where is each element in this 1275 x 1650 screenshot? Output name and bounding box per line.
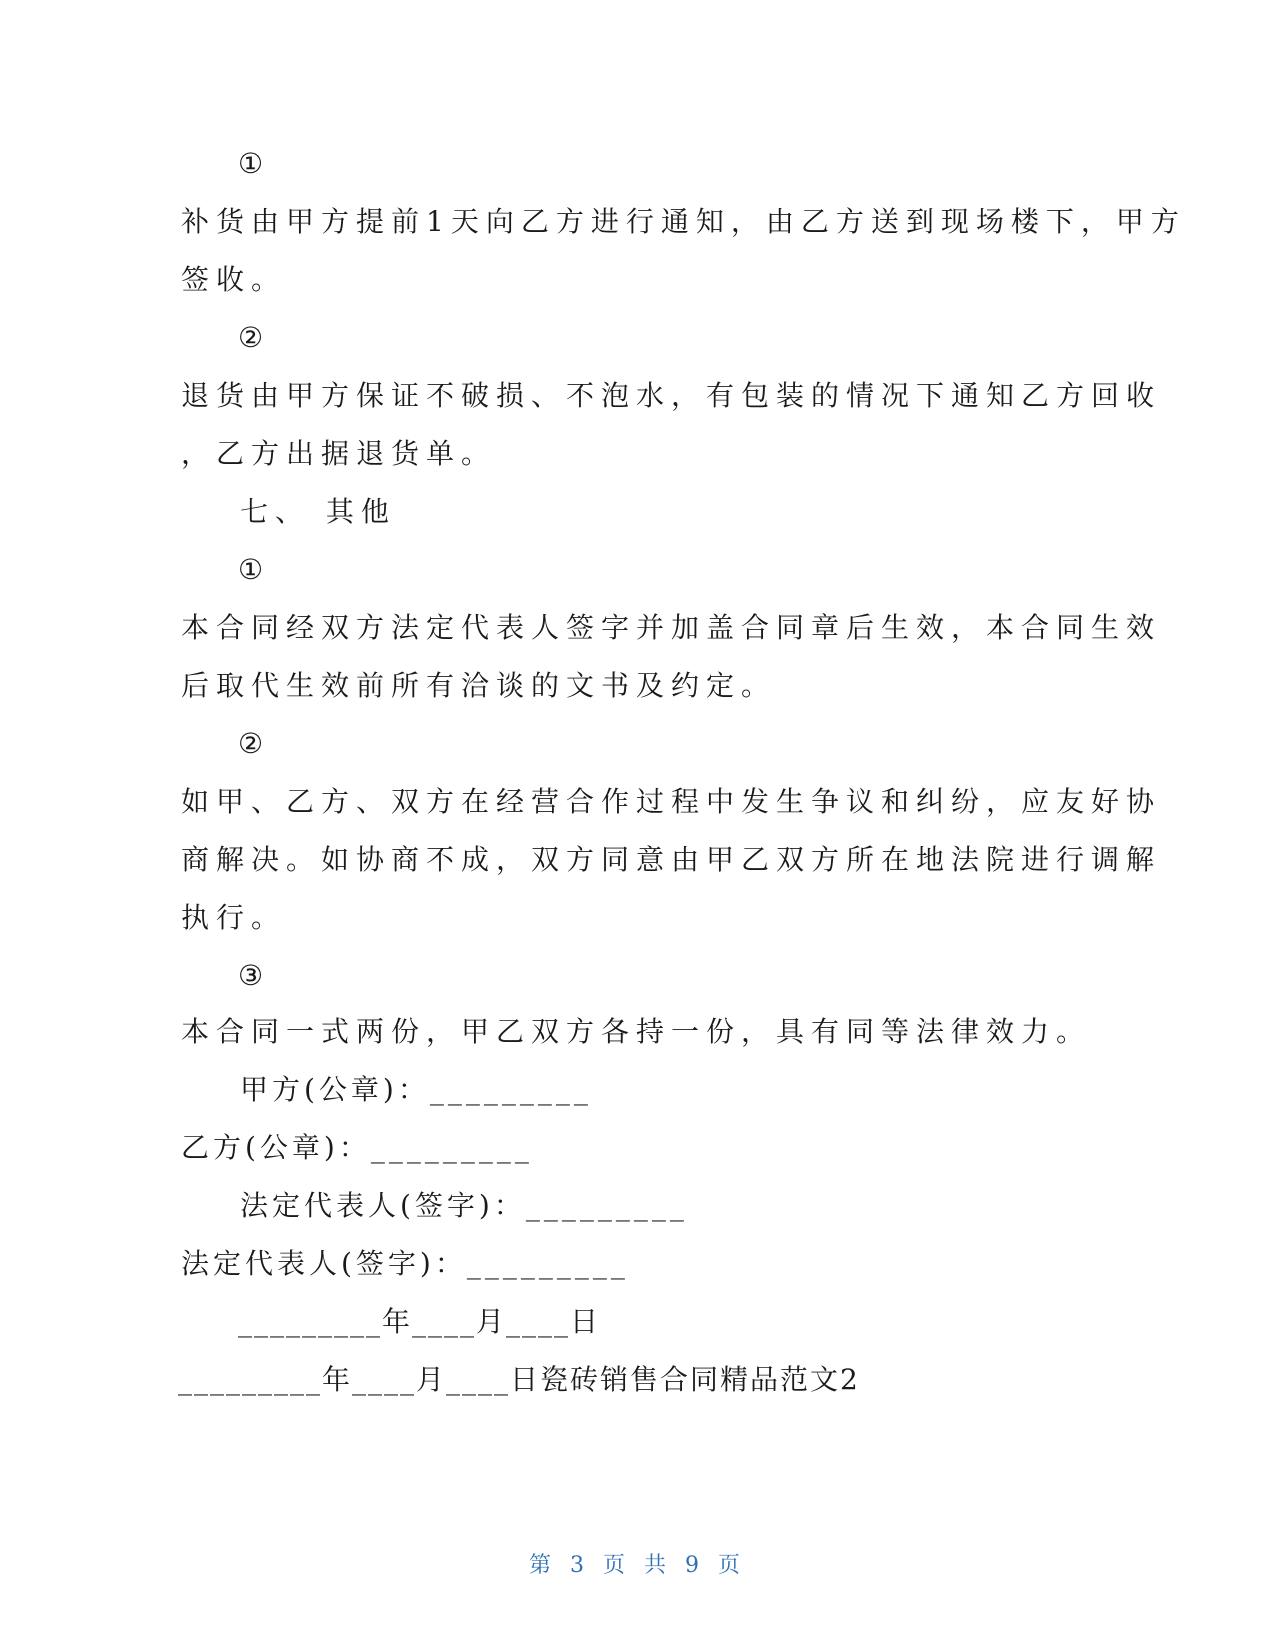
- paragraph-line: ，乙方出据退货单。: [181, 437, 497, 470]
- item-marker: ③: [238, 959, 264, 992]
- party-a-seal-line: 甲方(公章)：_________: [240, 1073, 592, 1106]
- party-a-representative-line: 法定代表人(签字)：_________: [240, 1189, 688, 1222]
- paragraph-line: 本合同经双方法定代表人签字并加盖合同章后生效，本合同生效: [181, 611, 1162, 644]
- paragraph-line: 退货由甲方保证不破损、不泡水，有包装的情况下通知乙方回收: [181, 379, 1162, 412]
- paragraph-line: 补货由甲方提前1天向乙方进行通知，由乙方送到现场楼下，甲方: [181, 205, 1186, 238]
- item-marker: ②: [238, 727, 264, 760]
- paragraph-line: 本合同一式两份，甲乙双方各持一份，具有同等法律效力。: [181, 1015, 1092, 1048]
- party-b-representative-line: 法定代表人(签字)：_________: [181, 1247, 629, 1280]
- paragraph-line: 执行。: [181, 901, 287, 934]
- paragraph-line: 后取代生效前所有洽谈的文书及约定。: [181, 669, 777, 702]
- page-number-footer: 第 3 页 共 9 页: [529, 1553, 746, 1578]
- date-line: _________年____月____日瓷砖销售合同精品范文2: [178, 1363, 860, 1396]
- item-marker: ①: [238, 553, 264, 586]
- party-b-seal-line: 乙方(公章)：_________: [181, 1131, 533, 1164]
- paragraph-line: 商解决。如协商不成，双方同意由甲乙双方所在地法院进行调解: [181, 843, 1162, 876]
- paragraph-line: 签收。: [181, 263, 287, 296]
- paragraph-line: 如甲、乙方、双方在经营合作过程中发生争议和纠纷，应友好协: [181, 785, 1162, 818]
- section-heading: 七、 其他: [240, 495, 396, 528]
- date-line: _________年____月____日: [238, 1305, 601, 1338]
- item-marker: ①: [238, 147, 264, 180]
- item-marker: ②: [238, 321, 264, 354]
